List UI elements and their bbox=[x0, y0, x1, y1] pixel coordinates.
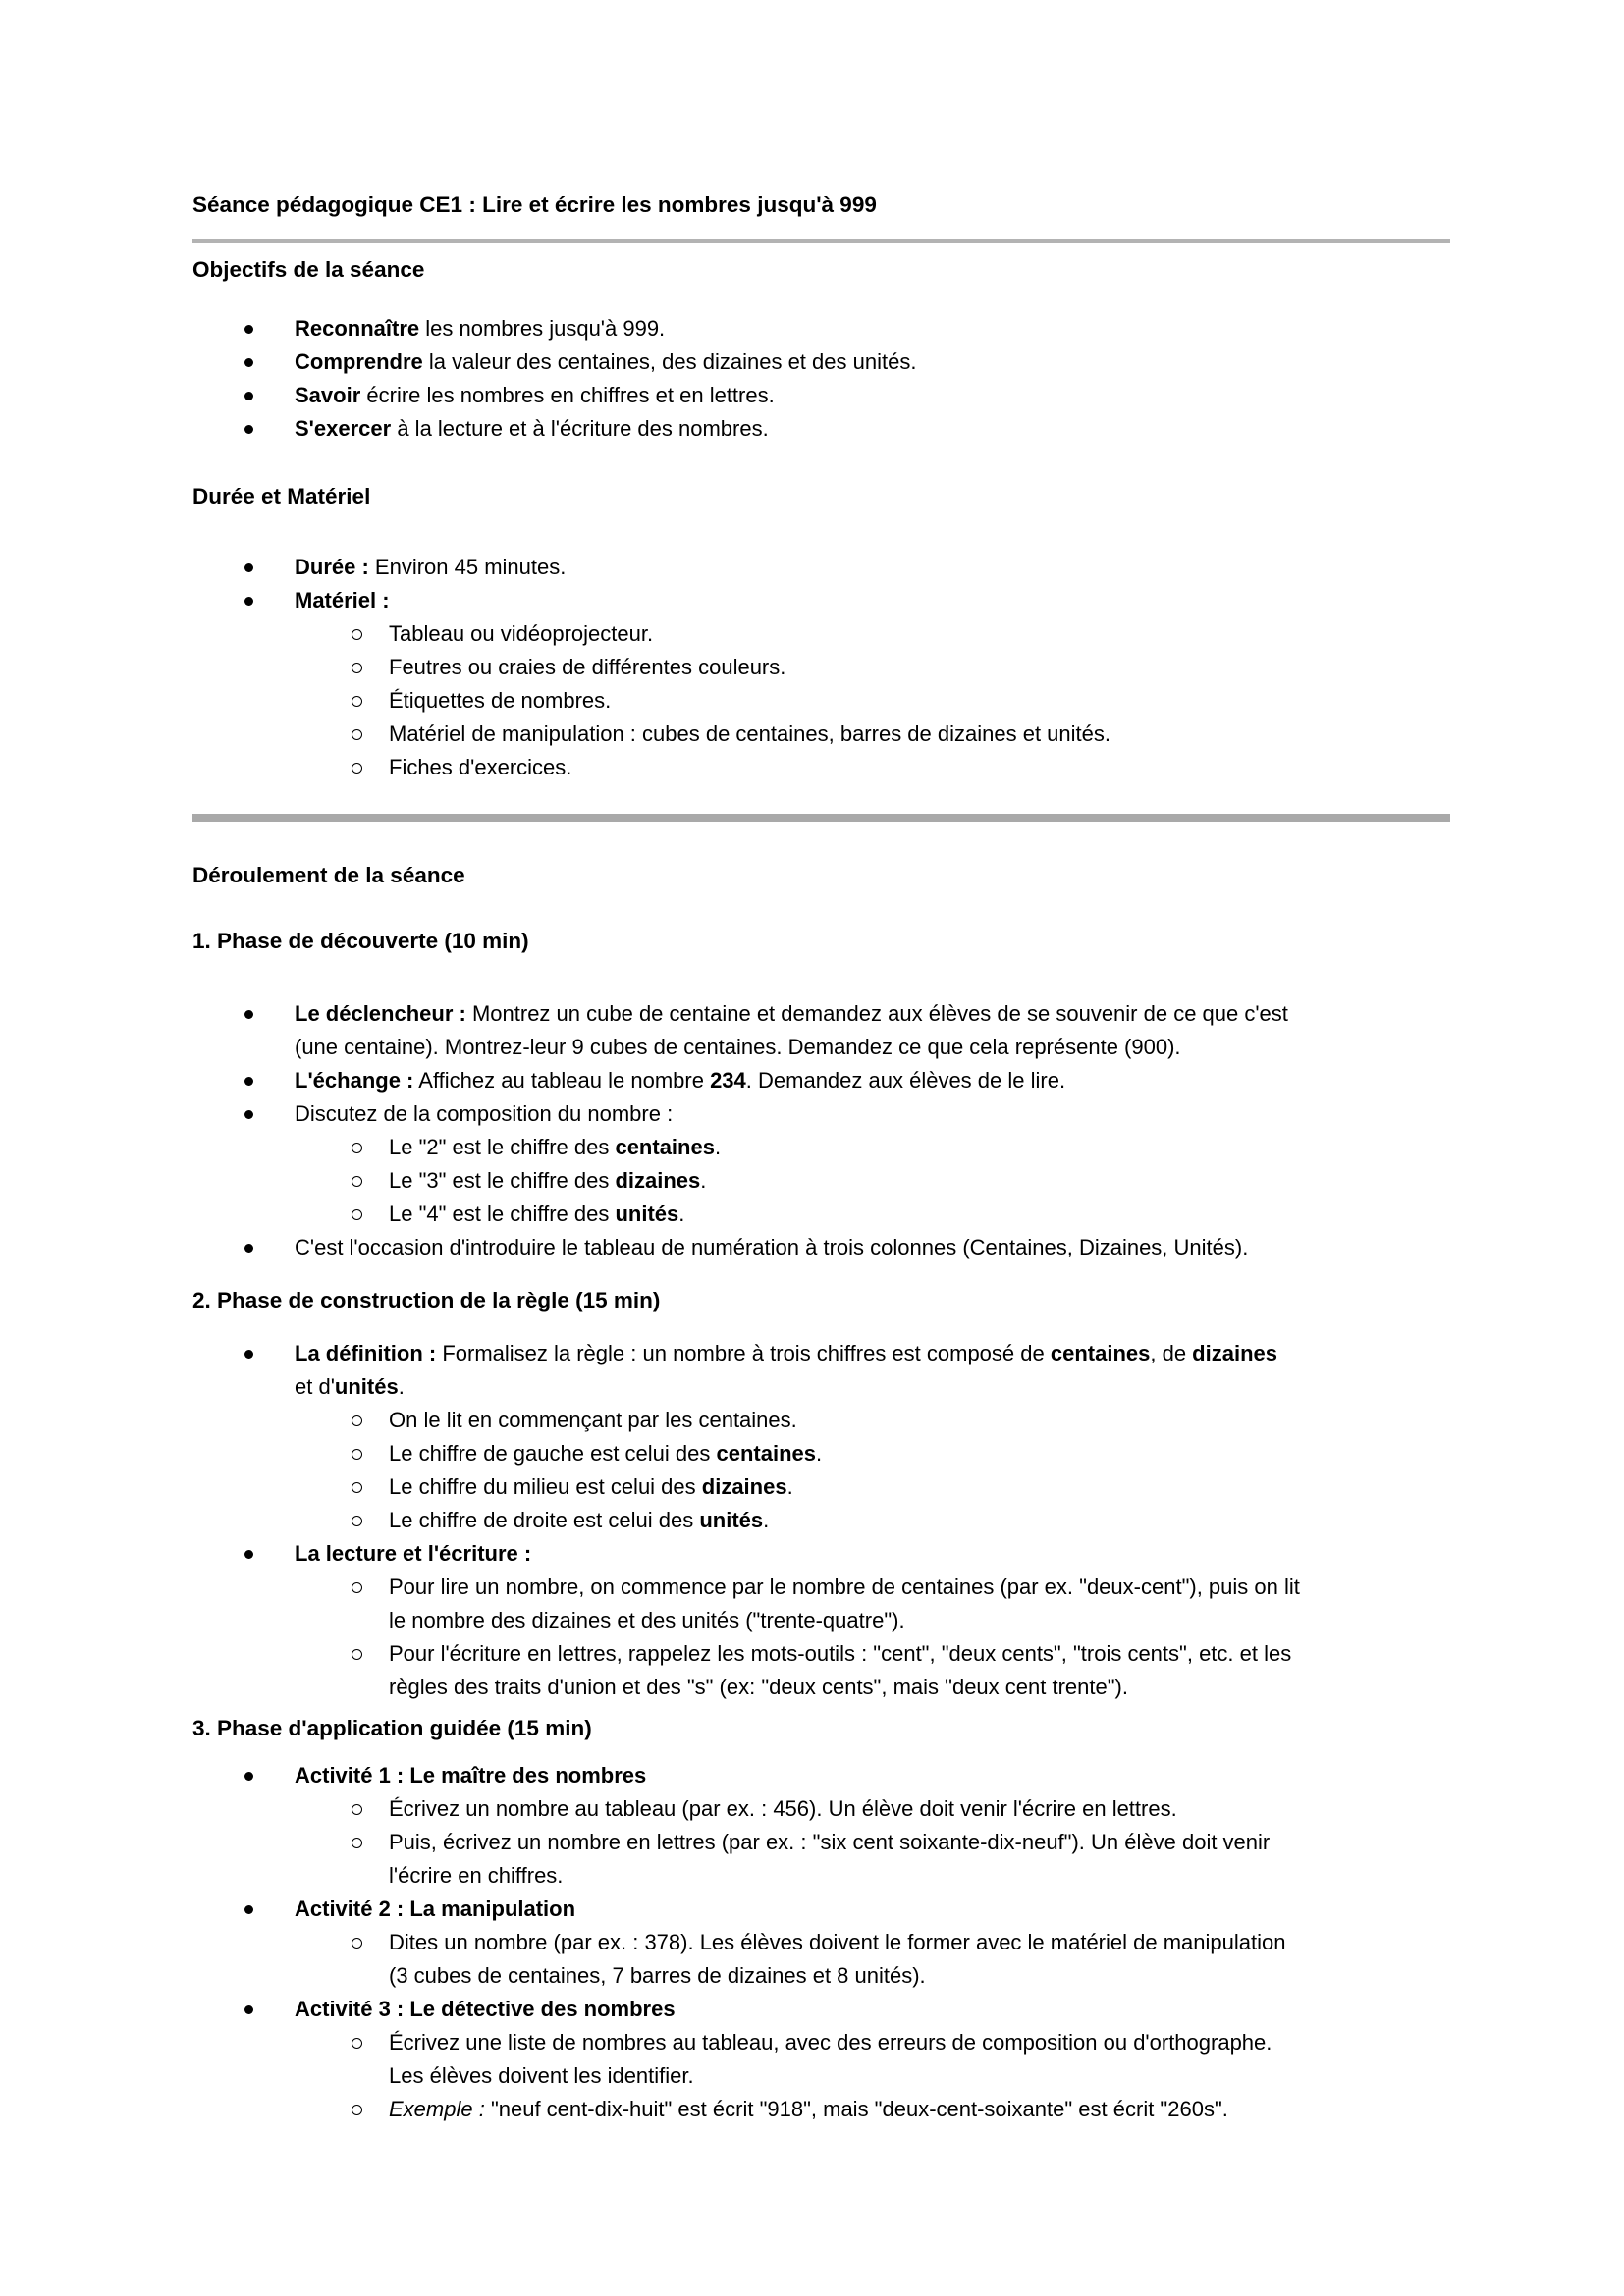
bullet-disc-marker bbox=[244, 1077, 253, 1086]
list-item bbox=[192, 379, 1450, 412]
list-item-text bbox=[295, 1997, 676, 2021]
list-item bbox=[192, 997, 1450, 1064]
text-run: Durée et Matériel bbox=[192, 484, 371, 508]
text-run: écrire les nombres en chiffres et en lettres. bbox=[360, 383, 775, 407]
bullet-circle-marker bbox=[352, 1143, 362, 1153]
list-item-text bbox=[389, 1796, 1177, 1821]
text-run: règles des traits d'union et des "s" (ex: "deux cents", mais "deux cent trente"). bbox=[389, 1675, 1128, 1699]
text-run: Savoir bbox=[295, 383, 361, 407]
bullet-disc-marker bbox=[244, 1110, 253, 1119]
text-run: 2. Phase de construction de la règle (15 min) bbox=[192, 1288, 661, 1312]
text-run: unités bbox=[699, 1508, 764, 1532]
bullet-circle-marker bbox=[352, 729, 362, 740]
list-item bbox=[192, 1926, 1450, 1993]
text-run: Montrez un cube de centaine et demandez aux élèves de se souvenir de ce que c'est bbox=[465, 1001, 1288, 1026]
list-item bbox=[192, 1337, 1450, 1404]
bullet-circle-marker bbox=[352, 1649, 362, 1660]
text-run: S'exercer bbox=[295, 416, 392, 441]
subsection-heading bbox=[192, 1284, 1450, 1317]
text-run: à la lecture et à l'écriture des nombres. bbox=[391, 416, 769, 441]
text-run: la valeur des centaines, des dizaines et des unités. bbox=[422, 349, 917, 374]
text-run: Écrivez une liste de nombres au tableau, avec des erreurs de composition ou d'orthographe. bbox=[389, 2030, 1272, 2055]
subsection-heading bbox=[192, 925, 1450, 958]
text-run: les nombres jusqu'à 999. bbox=[419, 316, 666, 341]
list-item-text bbox=[295, 1101, 673, 1126]
list-item-text bbox=[295, 416, 769, 441]
list-item-text bbox=[389, 1201, 684, 1226]
text-run: Comprendre bbox=[295, 349, 423, 374]
list-item-text bbox=[295, 1341, 1277, 1399]
text-run: centaines bbox=[716, 1441, 816, 1466]
text-run: dizaines bbox=[615, 1168, 701, 1193]
bullet-circle-marker bbox=[352, 696, 362, 707]
text-run: dizaines bbox=[701, 1474, 787, 1499]
text-run: L'échange : bbox=[295, 1068, 414, 1093]
list-item bbox=[192, 718, 1450, 751]
list-item-text bbox=[389, 1135, 721, 1159]
text-run: Les élèves doivent les identifier. bbox=[389, 2063, 694, 2088]
text-run: Le chiffre du milieu est celui des bbox=[389, 1474, 702, 1499]
text-run: On le lit en commençant par les centaines. bbox=[389, 1408, 797, 1432]
text-run: Dites un nombre (par ex. : 378). Les élèves doivent le former avec le matériel de manipulation bbox=[389, 1930, 1286, 1954]
text-run: Étiquettes de nombres. bbox=[389, 688, 612, 713]
list-item-text bbox=[389, 1408, 797, 1432]
list-item bbox=[192, 651, 1450, 684]
text-run: Affichez au tableau le nombre bbox=[413, 1068, 711, 1093]
bullet-circle-marker bbox=[352, 2038, 362, 2049]
text-run: unités bbox=[334, 1374, 399, 1399]
text-run: Tableau ou vidéoprojecteur. bbox=[389, 621, 654, 646]
list-item bbox=[192, 1893, 1450, 1926]
text-run: Séance pédagogique CE1 : Lire et écrire les nombres jusqu'à 999 bbox=[192, 192, 877, 217]
list-item-text bbox=[389, 1474, 793, 1499]
bullet-circle-marker bbox=[352, 663, 362, 673]
list-item-text bbox=[389, 1575, 1300, 1632]
text-run: centaines bbox=[615, 1135, 715, 1159]
text-run: l'écrire en chiffres. bbox=[389, 1863, 564, 1888]
text-run: (3 cubes de centaines, 7 barres de dizaines et 8 unités). bbox=[389, 1963, 926, 1988]
text-run: Le "2" est le chiffre des bbox=[389, 1135, 616, 1159]
list-item-text bbox=[295, 555, 566, 579]
bullet-circle-marker bbox=[352, 1938, 362, 1949]
text-run: Discutez de la composition du nombre : bbox=[295, 1101, 674, 1126]
list-item-text bbox=[295, 1235, 1248, 1259]
list-item bbox=[192, 1404, 1450, 1437]
list-item bbox=[192, 1504, 1450, 1537]
text-run: 234 bbox=[710, 1068, 746, 1093]
text-run: . bbox=[398, 1374, 405, 1399]
section-heading bbox=[192, 480, 1450, 513]
bullet-circle-marker bbox=[352, 763, 362, 774]
list-item-text bbox=[295, 1541, 531, 1566]
bullet-disc-marker bbox=[244, 358, 253, 367]
list-item bbox=[192, 1571, 1450, 1637]
text-run: unités bbox=[615, 1201, 679, 1226]
text-run: Objectifs de la séance bbox=[192, 257, 425, 282]
list-item bbox=[192, 2026, 1450, 2093]
text-run: . bbox=[714, 1135, 722, 1159]
text-run: Activité 2 : La manipulation bbox=[295, 1896, 576, 1921]
section-heading bbox=[192, 859, 1450, 892]
text-run: Le chiffre de gauche est celui des bbox=[389, 1441, 717, 1466]
text-run: dizaines bbox=[1192, 1341, 1277, 1365]
text-run: C'est l'occasion d'introduire le tableau de numération à trois colonnes (Centaines, Dizaines, Unités). bbox=[295, 1235, 1249, 1259]
list-item-text bbox=[389, 655, 785, 679]
bullet-disc-marker bbox=[244, 1772, 253, 1781]
text-run: Feutres ou craies de différentes couleurs. bbox=[389, 655, 786, 679]
list-item bbox=[192, 1231, 1450, 1264]
text-run: Reconnaître bbox=[295, 316, 420, 341]
bullet-disc-marker bbox=[244, 563, 253, 572]
list-item-text bbox=[389, 1508, 769, 1532]
text-run: centaines bbox=[1050, 1341, 1151, 1365]
list-item bbox=[192, 751, 1450, 784]
text-run: Le "3" est le chiffre des bbox=[389, 1168, 616, 1193]
text-run: , de bbox=[1150, 1341, 1193, 1365]
list-item bbox=[192, 1064, 1450, 1097]
text-run: Pour l'écriture en lettres, rappelez les mots-outils : "cent", "deux cents", "trois cents", etc. et les bbox=[389, 1641, 1292, 1666]
document-title bbox=[192, 188, 1450, 222]
list-item bbox=[192, 346, 1450, 379]
list-item-text bbox=[295, 349, 916, 374]
text-run: Formalisez la règle : un nombre à trois chiffres est composé de bbox=[436, 1341, 1051, 1365]
bullet-circle-marker bbox=[352, 1415, 362, 1426]
text-run: . bbox=[763, 1508, 770, 1532]
text-run: le nombre des dizaines et des unités ("trente-quatre"). bbox=[389, 1608, 905, 1632]
bullet-circle-marker bbox=[352, 1176, 362, 1187]
list-item bbox=[192, 1164, 1450, 1198]
bullet-disc-marker bbox=[244, 2005, 253, 2014]
list-item bbox=[192, 617, 1450, 651]
list-item bbox=[192, 1470, 1450, 1504]
bullet-circle-marker bbox=[352, 2105, 362, 2115]
text-run: La lecture et l'écriture : bbox=[295, 1541, 532, 1566]
list-item bbox=[192, 1637, 1450, 1704]
list-item-text bbox=[389, 688, 611, 713]
list-item-text bbox=[389, 621, 653, 646]
text-run: et d' bbox=[295, 1374, 335, 1399]
text-run: . Demandez aux élèves de le lire. bbox=[745, 1068, 1066, 1093]
list-item-text bbox=[389, 1930, 1285, 1988]
list-item-text bbox=[295, 588, 390, 613]
bullet-list bbox=[192, 997, 1450, 1264]
subsection-heading bbox=[192, 1712, 1450, 1745]
list-item-text bbox=[295, 1763, 646, 1788]
bullet-circle-marker bbox=[352, 1209, 362, 1220]
text-run: La définition : bbox=[295, 1341, 437, 1365]
list-item bbox=[192, 1437, 1450, 1470]
text-run: Puis, écrivez un nombre en lettres (par ex. : "six cent soixante-dix-neuf"). Un élève doit venir bbox=[389, 1830, 1271, 1854]
bullet-circle-marker bbox=[352, 1449, 362, 1460]
list-item bbox=[192, 1097, 1450, 1131]
list-item bbox=[192, 1198, 1450, 1231]
list-item-text bbox=[295, 1001, 1288, 1059]
text-run: Matériel de manipulation : cubes de centaines, barres de dizaines et unités. bbox=[389, 721, 1110, 746]
list-item bbox=[192, 1993, 1450, 2026]
list-item-text bbox=[295, 316, 665, 341]
list-item bbox=[192, 1759, 1450, 1792]
list-item bbox=[192, 684, 1450, 718]
text-run: 1. Phase de découverte (10 min) bbox=[192, 929, 529, 953]
text-run: "neuf cent-dix-huit" est écrit "918", mais "deux-cent-soixante" est écrit "260s". bbox=[484, 2097, 1228, 2121]
text-run: Le "4" est le chiffre des bbox=[389, 1201, 616, 1226]
bullet-disc-marker bbox=[244, 392, 253, 400]
text-run: Le chiffre de droite est celui des bbox=[389, 1508, 700, 1532]
list-item bbox=[192, 1826, 1450, 1893]
text-run: 3. Phase d'application guidée (15 min) bbox=[192, 1716, 592, 1740]
text-run: Activité 1 : Le maître des nombres bbox=[295, 1763, 647, 1788]
list-item bbox=[192, 584, 1450, 617]
list-item-text bbox=[389, 1441, 822, 1466]
list-item bbox=[192, 2093, 1450, 2126]
text-run: Durée : bbox=[295, 555, 369, 579]
text-run: . bbox=[815, 1441, 823, 1466]
bullet-list bbox=[192, 1759, 1450, 2126]
list-item-text bbox=[389, 2097, 1228, 2121]
bullet-list bbox=[192, 551, 1450, 784]
bullet-list bbox=[192, 312, 1450, 446]
text-run: Activité 3 : Le détective des nombres bbox=[295, 1997, 676, 2021]
bullet-circle-marker bbox=[352, 1482, 362, 1493]
list-item bbox=[192, 412, 1450, 446]
bullet-disc-marker bbox=[244, 1010, 253, 1019]
list-item-text bbox=[295, 383, 775, 407]
bullet-disc-marker bbox=[244, 325, 253, 334]
text-run: . bbox=[700, 1168, 707, 1193]
bullet-circle-marker bbox=[352, 1582, 362, 1593]
bullet-circle-marker bbox=[352, 629, 362, 640]
text-run: Déroulement de la séance bbox=[192, 863, 465, 887]
list-item-text bbox=[389, 1830, 1270, 1888]
text-run: Pour lire un nombre, on commence par le nombre de centaines (par ex. "deux-cent"), puis on lit bbox=[389, 1575, 1300, 1599]
list-item-text bbox=[389, 721, 1110, 746]
bullet-disc-marker bbox=[244, 1350, 253, 1359]
list-item bbox=[192, 312, 1450, 346]
list-item-text bbox=[389, 1641, 1291, 1699]
text-run: Écrivez un nombre au tableau (par ex. : 456). Un élève doit venir l'écrire en lettres. bbox=[389, 1796, 1177, 1821]
bullet-disc-marker bbox=[244, 1550, 253, 1559]
section-heading bbox=[192, 253, 1450, 287]
bullet-list bbox=[192, 1337, 1450, 1704]
list-item bbox=[192, 1131, 1450, 1164]
bullet-disc-marker bbox=[244, 1244, 253, 1253]
list-item bbox=[192, 551, 1450, 584]
list-item-text bbox=[389, 1168, 706, 1193]
list-item-text bbox=[389, 2030, 1272, 2088]
list-item bbox=[192, 1792, 1450, 1826]
document-body bbox=[192, 239, 1450, 2126]
bullet-circle-marker bbox=[352, 1838, 362, 1848]
list-item-text bbox=[295, 1896, 575, 1921]
text-run: . bbox=[786, 1474, 793, 1499]
horizontal-rule bbox=[192, 814, 1450, 822]
text-run: Exemple : bbox=[389, 2097, 485, 2121]
text-run: Matériel : bbox=[295, 588, 390, 613]
text-run: Le déclencheur : bbox=[295, 1001, 466, 1026]
bullet-disc-marker bbox=[244, 1905, 253, 1914]
horizontal-rule bbox=[192, 239, 1450, 243]
bullet-circle-marker bbox=[352, 1804, 362, 1815]
text-run: (une centaine). Montrez-leur 9 cubes de centaines. Demandez ce que cela représente (900). bbox=[295, 1035, 1181, 1059]
text-run: Environ 45 minutes. bbox=[368, 555, 567, 579]
bullet-disc-marker bbox=[244, 425, 253, 434]
list-item-text bbox=[295, 1068, 1065, 1093]
bullet-circle-marker bbox=[352, 1516, 362, 1526]
text-run: Fiches d'exercices. bbox=[389, 755, 572, 779]
text-run: . bbox=[678, 1201, 685, 1226]
bullet-disc-marker bbox=[244, 597, 253, 606]
list-item bbox=[192, 1537, 1450, 1571]
list-item-text bbox=[389, 755, 571, 779]
